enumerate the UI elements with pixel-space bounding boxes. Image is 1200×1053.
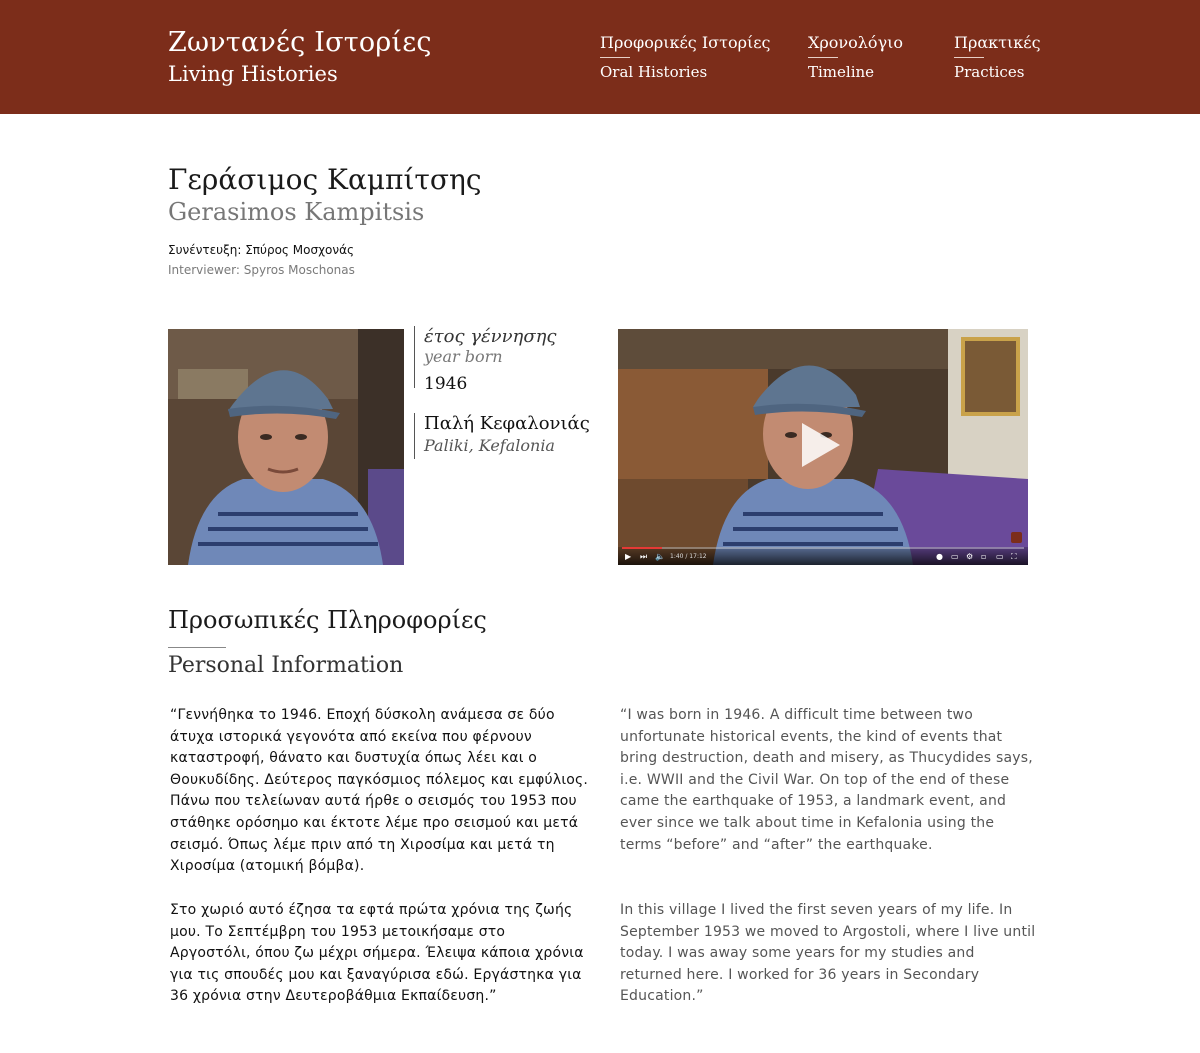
fullscreen-icon[interactable]: ⛶ <box>1011 552 1017 561</box>
video-time: 1:40 / 17:12 <box>670 553 707 560</box>
nav-divider <box>954 57 984 58</box>
person-name-greek: Γεράσιμος Καμπίτσης <box>168 163 482 196</box>
portrait-photo <box>168 329 404 565</box>
quote-paragraph-english-1: “I was born in 1946. A difficult time between two unfortunate historical events, the kind of events that bring destruction, death and misery, as Thucydides says, i.e. WWII and the Civil War. On top of the end of these came the earthquake of 1953, a landmark event, and ever since we talk about time in Kefalonia using the terms “before” and “after” the earthquake. <box>620 707 1033 853</box>
nav-label-greek[interactable]: Πρακτικές <box>954 33 1041 52</box>
birth-year-block <box>414 326 557 394</box>
nav-label-english[interactable]: Timeline <box>808 63 875 81</box>
autoplay-toggle-icon[interactable]: ● <box>936 552 943 561</box>
video-controls <box>618 547 1028 565</box>
nav-label-english[interactable]: Practices <box>954 63 1025 81</box>
nav-practices[interactable] <box>954 32 1041 82</box>
year-born-label-greek: έτος γέννησης <box>424 326 557 347</box>
settings-icon[interactable]: ⚙ <box>966 552 974 561</box>
site-header <box>0 0 1200 114</box>
brand-title-greek[interactable]: Ζωντανές Ιστορίες <box>168 27 432 58</box>
play-icon[interactable] <box>802 423 840 467</box>
miniplayer-icon[interactable]: ▫ <box>981 552 987 561</box>
birthplace-greek: Παλή Κεφαλονιάς <box>424 413 590 434</box>
quote-paragraph-english-2: In this village I lived the first seven years of my life. In September 1953 we moved to Argostoli, where I live until today. I was away some years for my studies and returned here. I worked for 36 years in Secondary Education.” <box>620 902 1036 1005</box>
nav-oral-histories[interactable] <box>600 32 771 82</box>
theater-icon[interactable]: ▭ <box>996 552 1004 561</box>
nav-label-greek[interactable]: Χρονολόγιο <box>808 33 904 52</box>
subtitles-icon[interactable]: ▭ <box>951 552 959 561</box>
section-heading-english: Personal Information <box>168 653 404 678</box>
section-divider <box>168 647 226 648</box>
site-logo[interactable] <box>168 26 432 88</box>
brand-title-english[interactable]: Living Histories <box>168 62 338 86</box>
year-born-label-english: year born <box>424 347 503 366</box>
birthplace-english: Paliki, Kefalonia <box>424 436 555 455</box>
section-heading-greek: Προσωπικές Πληροφορίες <box>168 606 487 634</box>
interviewer-english: Interviewer: Spyros Moschonas <box>168 263 355 277</box>
person-name-english: Gerasimos Kampitsis <box>168 198 425 226</box>
video-progress-bar[interactable] <box>622 547 1024 549</box>
video-player[interactable] <box>618 329 1028 565</box>
volume-icon[interactable]: 🔈 <box>655 552 665 561</box>
skip-next-icon[interactable]: ⏭ <box>640 552 648 561</box>
nav-label-greek[interactable]: Προφορικές Ιστορίες <box>600 33 771 52</box>
interviewer-greek: Συνέντευξη: Σπύρος Μοσχονάς <box>168 243 355 257</box>
nav-divider <box>808 57 838 58</box>
nav-timeline[interactable] <box>808 32 903 82</box>
birthplace-block <box>414 413 590 459</box>
quote-paragraph-greek-2: Στο χωριό αυτό έζησα τα εφτά πρώτα χρόνια της ζωής μου. Το Σεπτέμβρη του 1953 μετοικήσαμε στο Αργοστόλι, όπου ζω μέχρι σήμερα. Έλειψα κάποια χρόνια για τις σπουδές μου και ξαναγύρισα εδώ. Εργάστηκα για 36 χρόνια στην Δευτεροβάθμια Εκπαίδευση.” <box>170 902 584 1005</box>
quote-paragraph-greek-1: “Γεννήθηκα το 1946. Εποχή δύσκολη ανάμεσα σε δύο άτυχα ιστορικά γεγονότα από εκείνα που φέρνουν καταστροφή, θάνατο και δυστυχία όπως λέει και ο Θουκυδίδης. Δεύτερος παγκόσμιος πόλεμος και εμφύλιος. Πάνω που τελείωναν αυτά ήρθε ο σεισμός του 1953 που στάθηκε ορόσημο και έκτοτε λέμε προ σεισμού και μετά σεισμό. Όπως λέμε πριν από τη Χιροσίμα και μετά τη Χιροσίμα (ατομική βόμβα). <box>170 707 589 875</box>
video-progress-fill <box>622 547 662 549</box>
play-small-icon[interactable]: ▶ <box>625 552 632 561</box>
channel-badge-icon[interactable] <box>1011 532 1022 543</box>
nav-label-english[interactable]: Oral Histories <box>600 63 708 81</box>
nav-divider <box>600 57 630 58</box>
year-born-value: 1946 <box>424 374 468 394</box>
